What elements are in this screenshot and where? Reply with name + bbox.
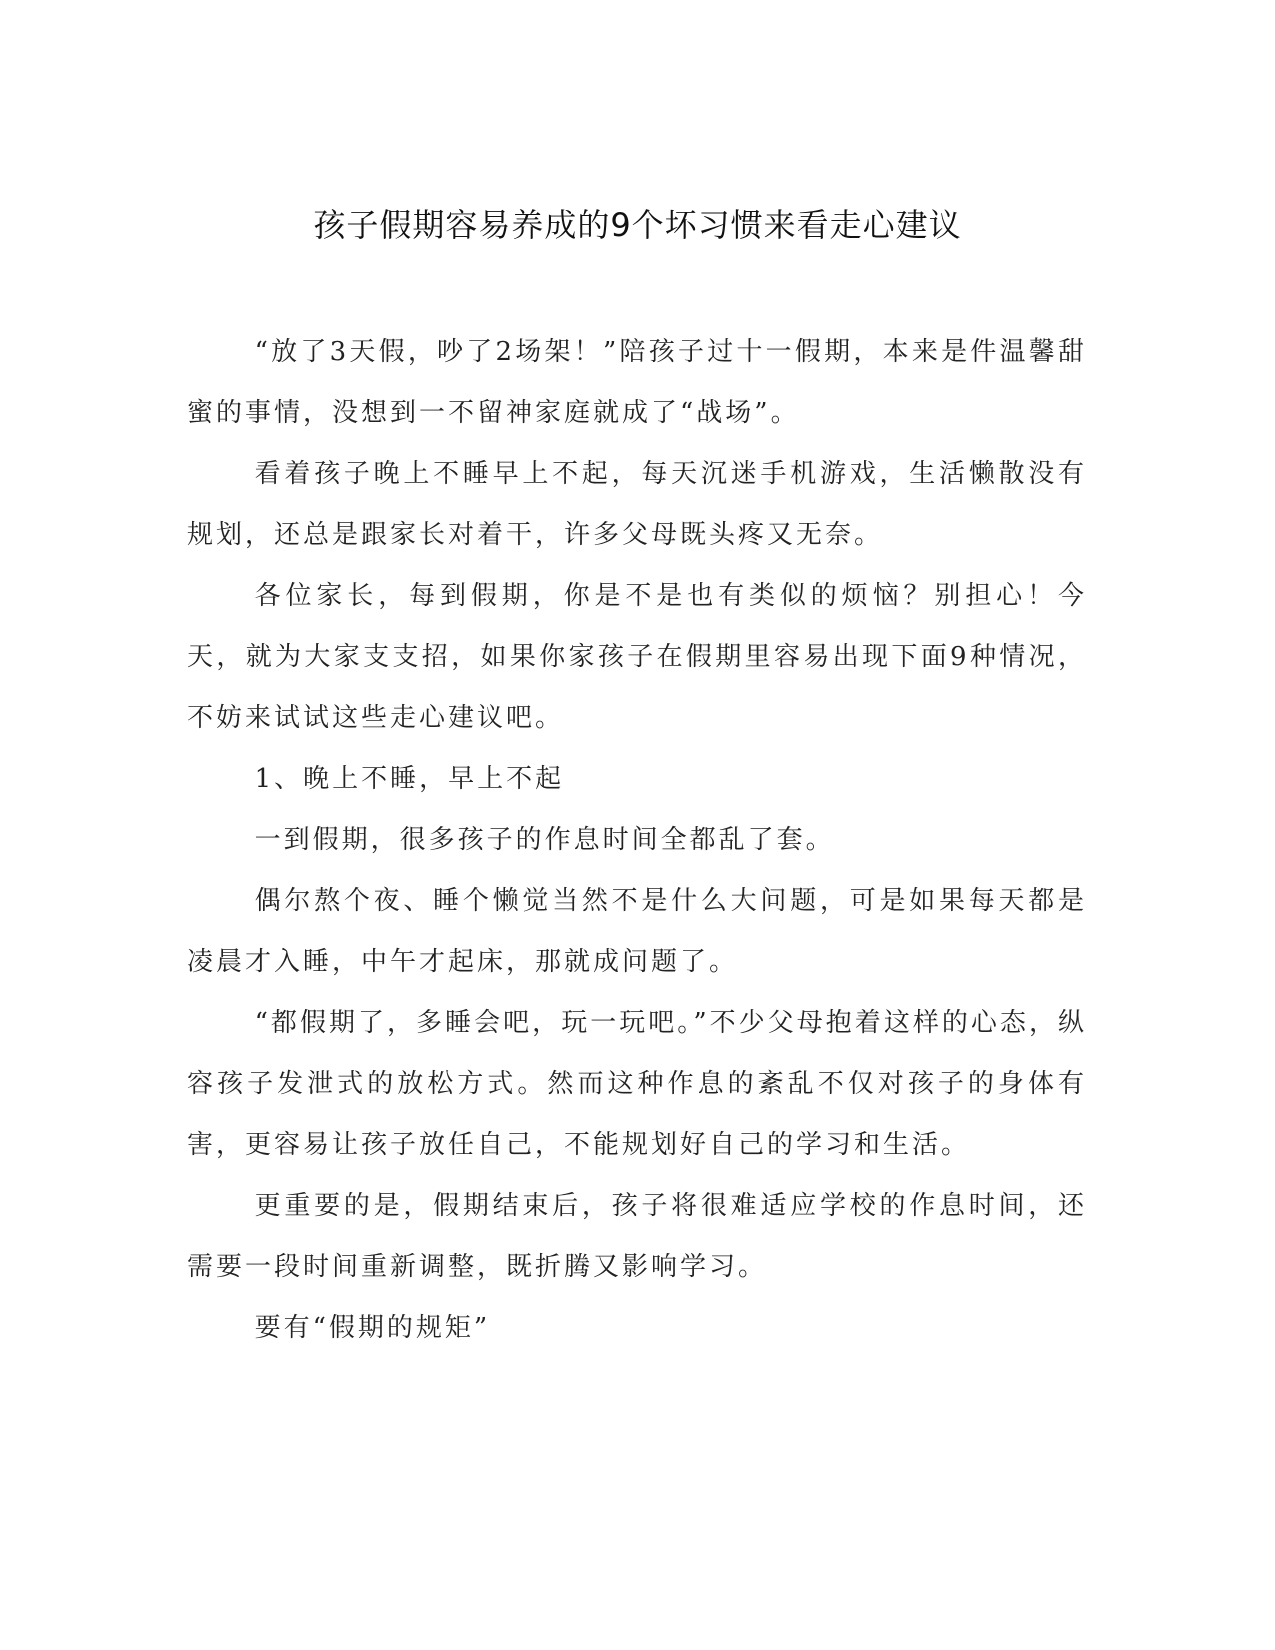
paragraph: 各位家长，每到假期，你是不是也有类似的烦恼？别担心！今天，就为大家支支招，如果你家孩子在假期里容易出现下面9种情况，不妨来试试这些走心建议吧。 <box>187 581 1087 733</box>
document-title: 孩子假期容易养成的9个坏习惯来看走心建议 <box>313 206 962 244</box>
paragraph: “放了3天假，吵了2场架！”陪孩子过十一假期，本来是件温馨甜蜜的事情，没想到一不留神家庭就成了“战场”。 <box>187 337 1087 428</box>
paragraph: 看着孩子晚上不睡早上不起，每天沉迷手机游戏，生活懒散没有规划，还总是跟家长对着干，许多父母既头疼又无奈。 <box>187 459 1087 550</box>
paragraph: 一到假期，很多孩子的作息时间全都乱了套。 <box>254 825 835 855</box>
paragraph: 要有“假期的规矩” <box>254 1313 491 1343</box>
paragraph: 偶尔熬个夜、睡个懒觉当然不是什么大问题，可是如果每天都是凌晨才入睡，中午才起床，那就成问题了。 <box>187 886 1087 977</box>
document-body <box>187 322 1087 1359</box>
paragraph: 更重要的是，假期结束后，孩子将很难适应学校的作息时间，还需要一段时间重新调整，既折腾又影响学习。 <box>187 1191 1087 1282</box>
paragraph: “都假期了，多睡会吧，玩一玩吧。”不少父母抱着这样的心态，纵容孩子发泄式的放松方式。然而这种作息的紊乱不仅对孩子的身体有害，更容易让孩子放任自己，不能规划好自己的学习和生活。 <box>187 1008 1087 1160</box>
section-heading: 1、晚上不睡，早上不起 <box>254 764 565 794</box>
